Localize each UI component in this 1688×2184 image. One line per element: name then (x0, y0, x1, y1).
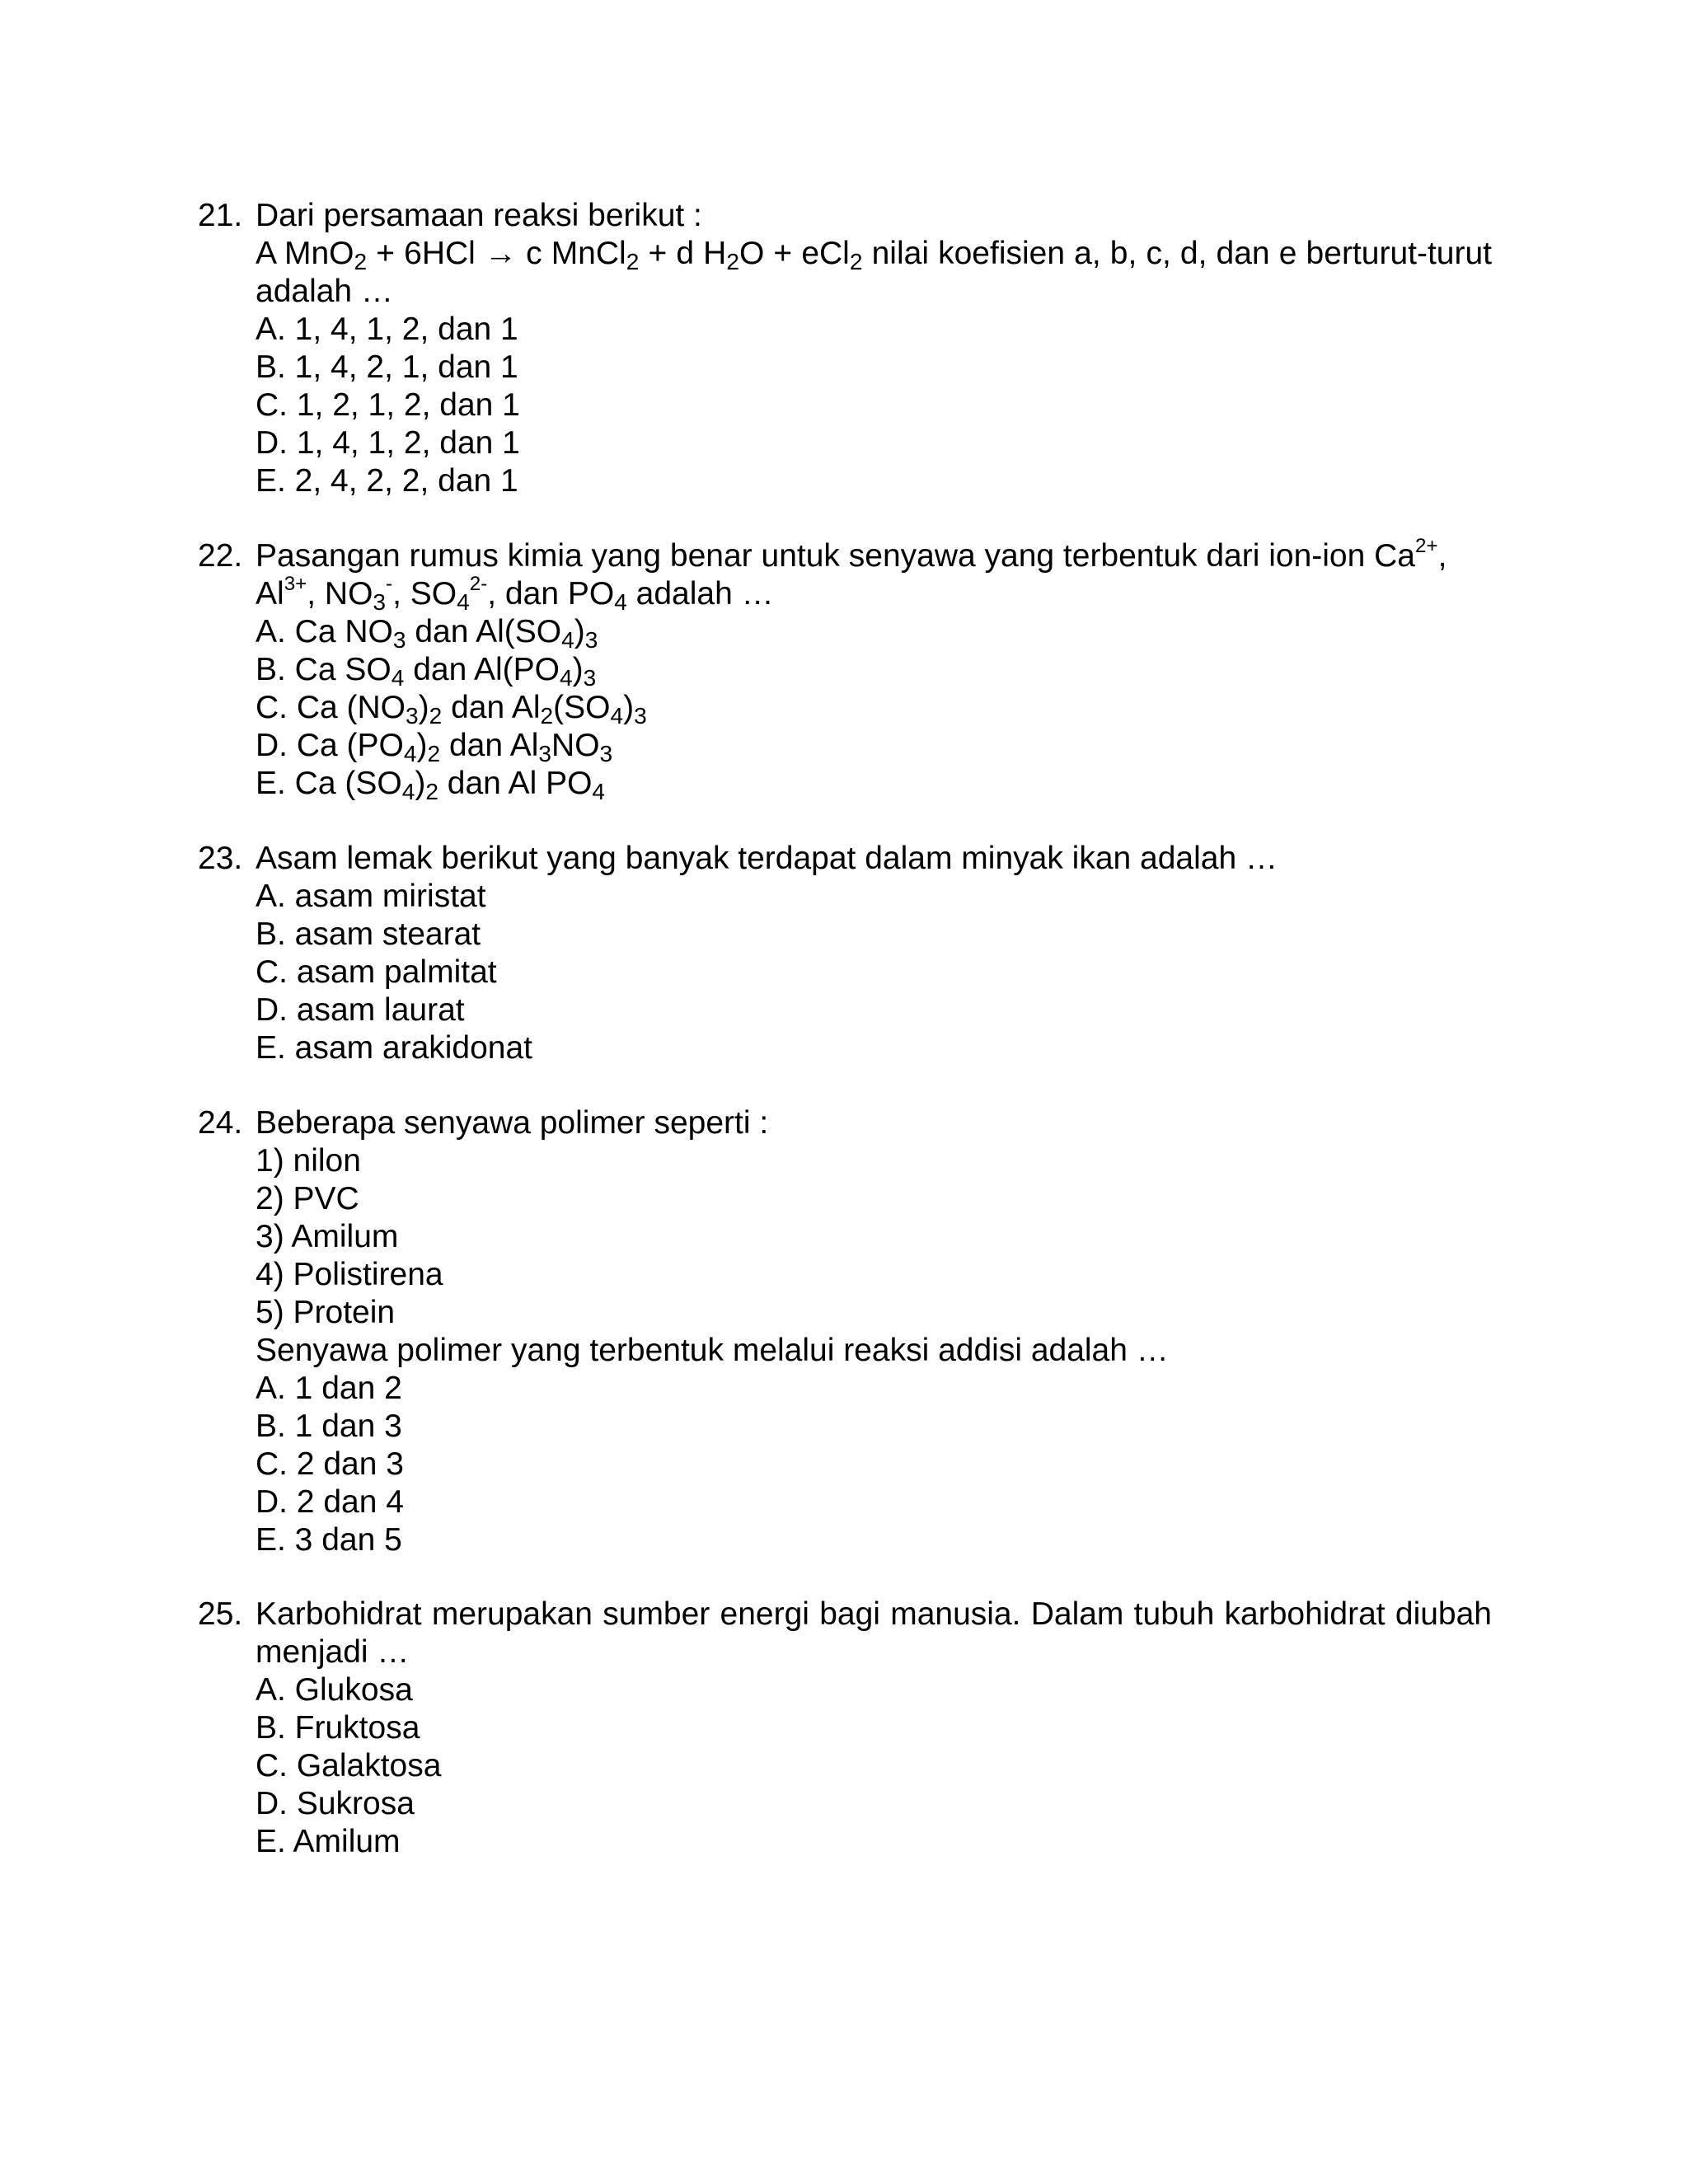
option-d: D. asam laurat (256, 992, 465, 1028)
question-prompt: Asam lemak berikut yang banyak terdapat dalam minyak ikan adalah … (256, 841, 1278, 876)
question-23 (198, 840, 1492, 1067)
option-e: E. Ca $(SO_4)_2$ dan Al $PO_4$ (256, 766, 606, 805)
option-d: D. 1, 4, 1, 2, dan 1 (256, 425, 520, 461)
option-c: C. Galaktosa (256, 1748, 442, 1783)
arrow-icon: → (484, 236, 517, 271)
option-b: B. Ca $SO_4$ dan $Al(PO_4)_3$ (256, 652, 597, 691)
option-a: A. asam miristat (256, 879, 486, 914)
option-c: C. 1, 2, 1, 2, dan 1 (256, 387, 520, 423)
polymer-item: 2) PVC (256, 1181, 359, 1216)
option-d: D. Ca $(PO_4)_2$ dan $Al_3NO_3$ (256, 728, 613, 767)
option-a: A. Glukosa (256, 1672, 413, 1708)
question-subprompt: Senyawa polimer yang terbentuk melalui reaksi addisi adalah … (256, 1333, 1169, 1368)
option-b: B. asam stearat (256, 916, 481, 952)
option-c: C. Ca $(NO_3)_2$ dan $Al_2(SO_4)_3$ (256, 690, 647, 729)
question-prompt: Pasangan rumus kimia yang benar untuk senyawa yang terbentuk dari ion-ion $Ca^{2+}$, $Al^{3+}$, $NO_3^-$, $SO_4^{2-}$, dan $PO_4$ adalah … (256, 535, 1447, 616)
option-e: E. 3 dan 5 (256, 1522, 402, 1558)
question-24 (198, 1104, 1492, 1559)
option-b: B. 1 dan 3 (256, 1408, 402, 1444)
option-c: C. asam palmitat (256, 954, 497, 990)
question-header (198, 197, 1492, 235)
question-header (198, 1596, 1492, 1671)
question-22 (198, 537, 1492, 803)
question-21 (198, 197, 1492, 500)
question-header (198, 840, 1492, 878)
question-prompt: Beberapa senyawa polimer seperti : (256, 1105, 769, 1141)
option-c: C. 2 dan 3 (256, 1446, 404, 1482)
question-prompt: Dari persamaan reaksi berikut : (256, 198, 702, 233)
option-a: A. 1 dan 2 (256, 1371, 402, 1406)
question-number: 23. (198, 841, 243, 876)
question-number: 22. (198, 538, 243, 574)
question-25 (198, 1596, 1492, 1861)
polymer-item: 1) nilon (256, 1143, 361, 1179)
question-header (198, 1104, 1492, 1142)
option-e: E. 2, 4, 2, 2, dan 1 (256, 463, 518, 499)
reaction-equation: A MnO$_2$ + 6HCl → c MnCl$_2$ + d $H_2O + eCl_2$ nilai koefisien a, b, c, d, dan e berturut-turut adalah … (256, 236, 1492, 309)
option-d: D. 2 dan 4 (256, 1484, 404, 1520)
question-prompt: Karbohidrat merupakan sumber energi bagi manusia. Dalam tubuh karbohidrat diubah menjadi … (256, 1596, 1492, 1670)
question-number: 24. (198, 1105, 243, 1141)
option-b: B. 1, 4, 2, 1, dan 1 (256, 349, 518, 385)
option-a: A. Ca $NO_3$ dan $Al(SO_4)_3$ (256, 614, 598, 654)
option-b: B. Fruktosa (256, 1710, 420, 1746)
question-header (198, 535, 1492, 616)
polymer-item: 3) Amilum (256, 1219, 399, 1254)
polymer-item: 5) Protein (256, 1295, 396, 1330)
option-d: D. Sukrosa (256, 1786, 415, 1821)
question-number: 25. (198, 1596, 243, 1632)
question-number: 21. (198, 198, 243, 233)
option-e: E. Amilum (256, 1824, 401, 1859)
option-a: A. 1, 4, 1, 2, dan 1 (256, 312, 518, 347)
option-e: E. asam arakidonat (256, 1030, 533, 1066)
polymer-item: 4) Polistirena (256, 1257, 443, 1292)
